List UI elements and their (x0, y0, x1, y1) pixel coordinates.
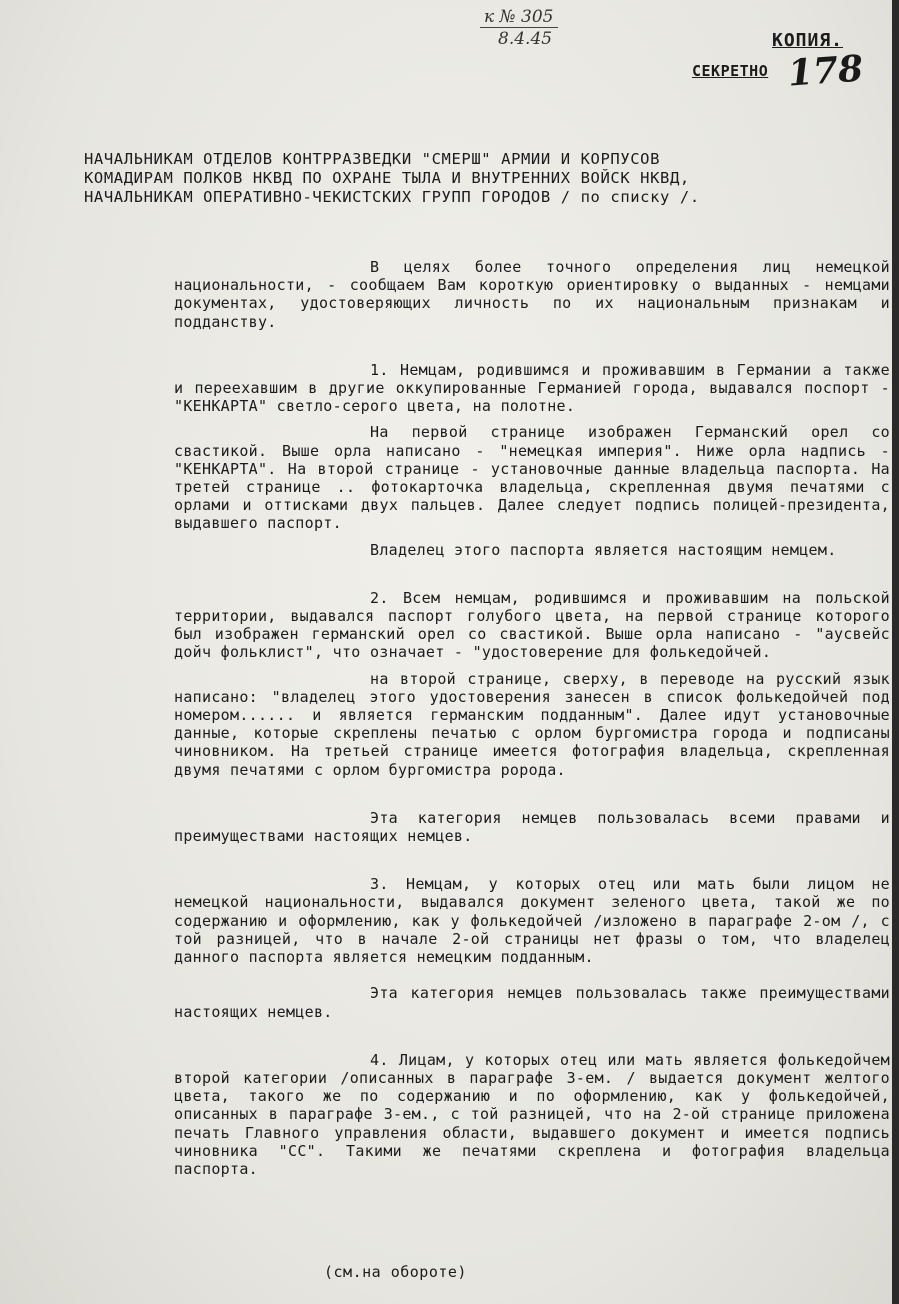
section-2-paragraph: 2. Всем немцам, родившимся и проживавшим на польской территории, выдавался паспорт голубого цвета, на первой странице которого был изображен германский орел со свастикой. Выше орла написано - "аусвейс дойч фольклист", что означает - "удостоверение для фолькедойчей. (174, 588, 890, 662)
section-1-description: На первой странице изображен Германский орел со свастикой. Выше орла написано - "немецкая империя". Ниже орла надпись - "КЕНКАРТА". На второй странице - установочные данные владельца паспорта. На третей странице .. фотокарточка владельца, скрепленная двумя печатями с орлами и оттисками двух пальцев. Далее следует подпись полицей-президента, выдавшего паспорт. (174, 423, 890, 533)
continued-overleaf-note: (см.на обороте) (324, 1263, 467, 1281)
intro-paragraph: В целях более точного определения лиц немецкой национальности, - сообщаем Вам короткую ориентировку о выданных - немцами документах, удостоверяющих личность по их национальным признакам и подданству. (174, 258, 890, 331)
scan-edge (892, 0, 899, 1304)
section-1-conclusion: Владелец этого паспорта является настоящим немцем. (370, 540, 837, 559)
copy-label: КОПИЯ. (772, 30, 844, 51)
addressee-line: НАЧАЛЬНИКАМ ОТДЕЛОВ КОНТРРАЗВЕДКИ "СМЕРШ" АРМИИ И КОРПУСОВ (84, 150, 661, 168)
handwritten-number: 178 (786, 47, 865, 95)
section-2-conclusion: Эта категория немцев пользовалась всеми правами и преимуществами настоящих немцев. (174, 808, 890, 846)
registry-date: 8.4.45 (498, 29, 553, 49)
registry-number: к № 305 (484, 7, 554, 27)
document-body (174, 258, 890, 1178)
addressee-block (84, 150, 844, 207)
section-4-paragraph: 4. Лицам, у которых отец или мать является фолькедойчем второй категории /описанных в параграфе 3-ем. / выдается документ желтого цвета, такого же по содержанию и по оформлению, как у фолькедойчей, описанных в параграфе 3-ем., с той разницей, что на 2-ой странице приложена печать Главного управления области, выдавшего документ и имеется подпись чиновника "СС". Такими же печатями скреплена и фотография владельца паспорта. (174, 1050, 890, 1178)
addressee-line: КОМАДИРАМ ПОЛКОВ НКВД ПО ОХРАНЕ ТЫЛА И ВНУТРЕННИХ ВОЙСК НКВД, (84, 169, 690, 187)
section-3-conclusion: Эта категория немцев пользовалась также преимуществами настоящих немцев. (174, 984, 890, 1021)
section-3-paragraph: 3. Немцам, у которых отец или мать были лицом не немецкой национальности, выдавался документ зеленого цвета, такой же по содержанию и оформлению, как у фолькедойчей /изложено в параграфе 2-ом /, с той разницей, что в начале 2-ой страницы нет фразы о том, что владелец данного паспорта является немецким подданным. (174, 875, 890, 967)
secret-label: СЕКРЕТНО (692, 62, 769, 80)
section-2-description: на второй странице, сверху, в переводе на русский язык написано: "владелец этого удостоверения занесен в список фолькедойчей под номером...... и является германским подданным". Далее идут установочные данные, которые скреплены печатью с орлом бургомистра города и подписаны чиновником. На третьей странице имеется фотография владельца, скрепленная двумя печатями с орлом бургомистра ророда. (174, 669, 890, 779)
addressee-line: НАЧАЛЬНИКАМ ОПЕРАТИВНО-ЧЕКИСТСКИХ ГРУПП ГОРОДОВ / по списку /. (84, 188, 700, 206)
section-1-paragraph: 1. Немцам, родившимся и проживавшим в Германии а также и переехавшим в другие оккупированные Германией города, выдавался поспорт - "КЕНКАРТА" светло-серого цвета, на полотне. (174, 360, 890, 416)
registry-underline (480, 27, 558, 28)
